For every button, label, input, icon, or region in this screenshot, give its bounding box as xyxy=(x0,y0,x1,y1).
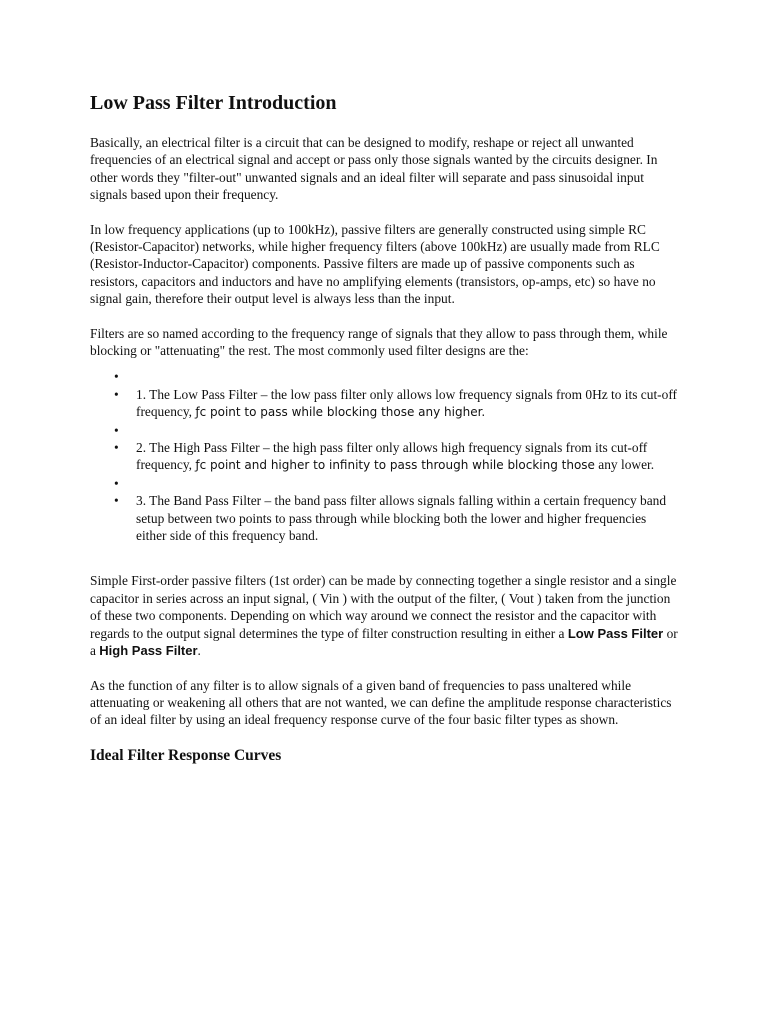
low-pass-filter-bold: Low Pass Filter xyxy=(567,625,664,641)
list-item-empty xyxy=(136,475,680,492)
first-order-paragraph xyxy=(90,572,680,659)
spacer xyxy=(90,544,680,572)
document-page xyxy=(90,90,680,766)
low-pass-fc-symbol: ƒc xyxy=(195,405,207,420)
high-pass-filter-bold: High Pass Filter xyxy=(99,643,198,659)
low-pass-tail: point to pass while blocking those any higher. xyxy=(206,405,486,420)
high-pass-fc-symbol: ƒc xyxy=(195,458,207,473)
page-title: Low Pass Filter Introduction xyxy=(90,92,337,114)
high-pass-tail: point and higher to infinity to pass through while blocking those xyxy=(206,458,595,473)
list-item-low-pass xyxy=(136,386,680,422)
filter-types-paragraph: Filters are so named according to the frequency range of signals that they allow to pass through them, while blocking or "attenuating" the rest. The most commonly used filter designs are the: xyxy=(90,325,668,359)
intro-paragraph: Basically, an electrical filter is a circuit that can be designed to modify, reshape or reject all unwanted frequencies of an electrical signal and accept or pass only those signals wanted by the circuits designer. In other words they "filter-out" unwanted signals and an ideal filter will separate and pass sinusoidal input signals based upon their frequency. xyxy=(90,135,658,203)
band-pass-text: 3. The Band Pass Filter – the band pass filter allows signals falling within a certain frequency band setup between two points to pass through while blocking both the lower and higher frequencies either side of this frequency band. xyxy=(136,493,667,544)
first-order-end: . xyxy=(197,643,201,659)
high-pass-end: any lower. xyxy=(598,457,655,473)
response-paragraph: As the function of any filter is to allow signals of a given band of frequencies to pass unaltered while attenuating or weakening all others that are not wanted, we can define the amplitude response characteristics of an ideal filter by using an ideal frequency response curve of the four basic filter types as shown. xyxy=(90,677,672,728)
list-item-high-pass xyxy=(136,439,680,475)
list-item-empty xyxy=(136,368,680,385)
first-order-text: Simple First-order passive filters (1st order) can be made by connecting together a single resistor and a single capacitor in series across an input signal, ( Vin ) with the output of the filter, ( Vout ) taken from the junction of these two components. Depending on which way around we connect the resistor and the capacitor with regards to the output signal determines the type of filter construction resulting in either a xyxy=(90,573,677,641)
passive-filters-paragraph: In low frequency applications (up to 100kHz), passive filters are generally constructed using simple RC (Resistor-Capacitor) networks, while higher frequency filters (above 100kHz) are usually made from RLC (Resistor-Inductor-Capacitor) components. Passive filters are made up of passive components such as resistors, capacitors and inductors and have no amplifying elements (transistors, op-amps, etc) so have no signal gain, therefore their output level is always less than the input. xyxy=(90,221,660,307)
list-item-band-pass xyxy=(136,492,680,544)
list-item-empty xyxy=(136,422,680,439)
low-pass-text: 1. The Low Pass Filter – the low pass filter only allows low frequency signals from 0Hz to its cut-off frequency, xyxy=(136,386,677,420)
first-order-mid: or a xyxy=(90,625,678,659)
high-pass-text: 2. The High Pass Filter – the high pass filter only allows high frequency signals from its cut-off frequency, xyxy=(136,440,648,473)
section-subtitle: Ideal Filter Response Curves xyxy=(90,746,282,764)
filter-types-list xyxy=(90,368,680,544)
